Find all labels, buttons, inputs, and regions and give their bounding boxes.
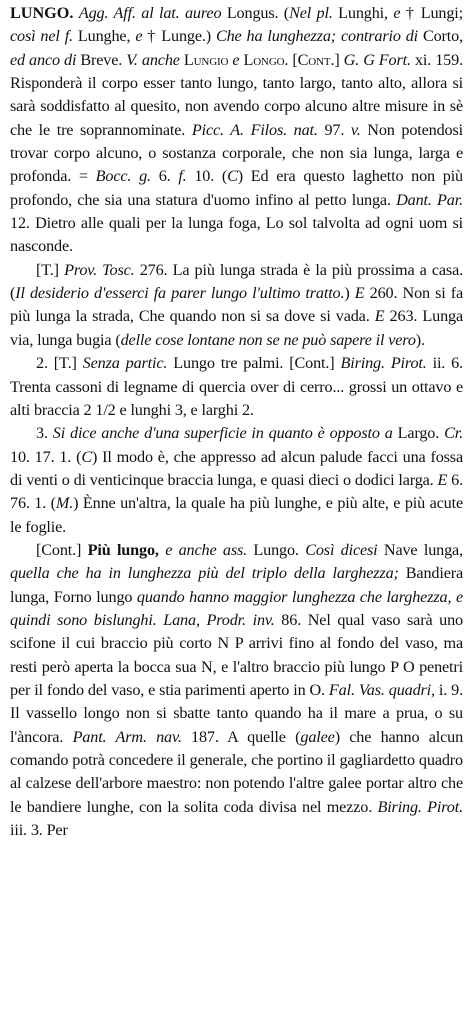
- entry-lungo: [10, 2, 463, 842]
- paragraph-piu-lungo: [Cont.] Più lungo, e anche ass. Lungo. Così dicesi Nave lunga, quella che ha in lunghezza più del triplo della larghezza; Bandiera lunga, Forno lungo quando hanno maggior lunghezza che larghezza, e quindi sono bislunghi. Lana, Prodr. inv. 86. Nel qual vaso sarà uno scifone il cui braccio più corto N P arrivi fino al fondo del vaso, ma resti però aperta la bocca sua N, e l'altro braccio più lungo P O penetri per il fondo del vaso, e stia parimenti aperto in O. Fal. Vas. quadri, i. 9. Il vassello longo non si sbatte tanto quando ha il mare a prua, o su l'àncora. Pant. Arm. nav. 187. A quelle (galee) che hanno alcun comando potrà concedere il generale, che portino il gagliardetto quadro al calzese dell'arbore maestro: non potendo l'altre galee portar altro che le bandiere lunghe, con la solita coda divisa nel mezzo. Biring. Pirot. iii. 3. Per: [10, 540, 464, 840]
- paragraph-sense-3: 3. Si dice anche d'una superficie in quanto è opposto a Largo. Cr. 10. 17. 1. (C) Il modo è, che appresso ad alcun palude facci una fossa di venti o di venticinque braccia lunga, e quasi dieci o dodici larga. E 6. 76. 1. (M.) Ènne un'altra, la quale ha più lunghe, e più alte, e più acute le foglie.: [10, 424, 463, 536]
- paragraph-definition: LUNGO. Agg. Aff. al lat. aureo Longus. (Nel pl. Lunghi, e † Lungi; così nel f. Lunghe, e † Lunge.) Che ha lunghezza; contrario di Corto, ed anco di Breve. V. anche Lungio e Longo. [Cont.] G. G Fort. xi. 159. Risponderà il corpo esser tanto lungo, tanto largo, tanto alto, allora si sarà soddisfatto al quesito, non avendo corpo alcuno altre misure in sè che le tre soprannominate. Picc. A. Filos. nat. 97. v. Non potendosi trovar corpo alcuno, o sostanza corporale, che non sia lunga, larga e profonda. = Bocc. g. 6. f. 10. (C) Ed era questo laghetto non più profondo, che sia una statura d'uomo infino al petto lunga. Dant. Par. 12. Dietro alle quali per la lunga foga, Lo sol talvolta ad ogni uom si nasconde.: [10, 4, 463, 256]
- paragraph-proverbs: [T.] Prov. Tosc. 276. La più lunga strada è la più prossima a casa. (Il desiderio d'esserci fa parer lungo l'ultimo tratto.) E 260. Non si fa più lunga la strada, Che quando non si sa dove si vada. E 263. Lunga via, lunga bugia (delle cose lontane non se ne può sapere il vero).: [10, 260, 464, 349]
- paragraph-sense-2: 2. [T.] Senza partic. Lungo tre palmi. [Cont.] Biring. Pirot. ii. 6. Trenta cassoni di legname di quercia over di cerro... grossi un ottavo e alti braccia 2 1/2 e lunghi 3, e larghi 2.: [10, 354, 463, 419]
- headword: LUNGO.: [10, 4, 74, 22]
